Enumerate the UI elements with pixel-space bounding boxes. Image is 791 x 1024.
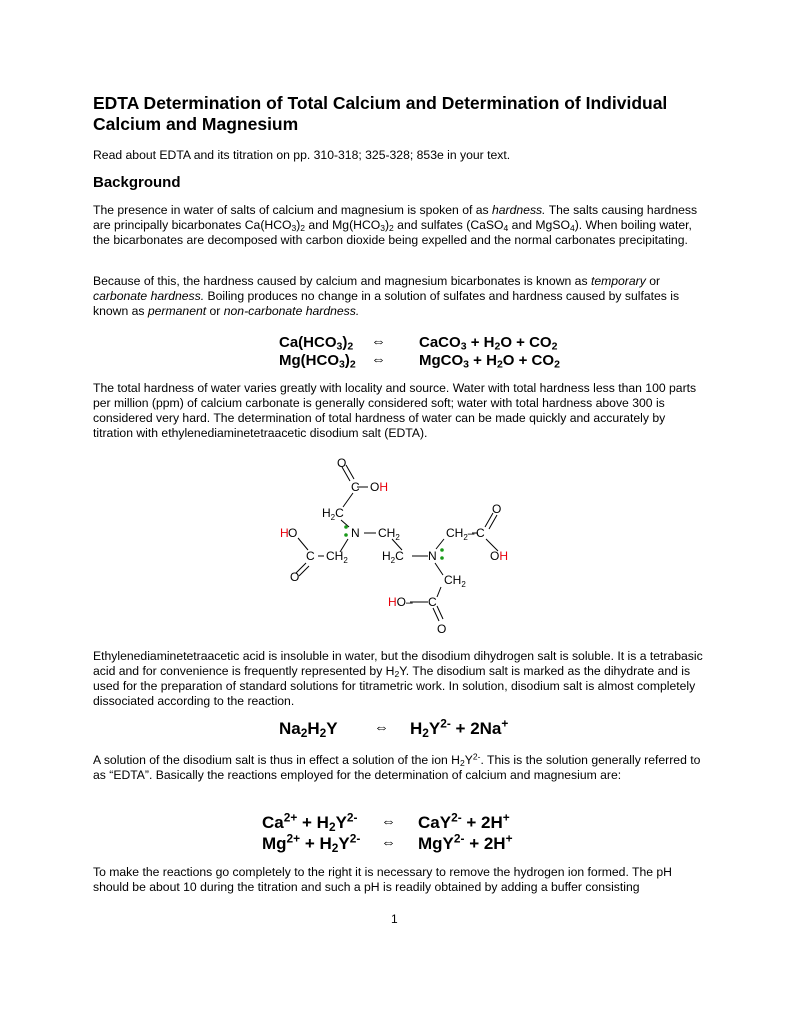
equation-magnesium-right: MgY$^{2-}$ + 2H+	[418, 831, 513, 853]
nitrogen-atom-label: N	[428, 549, 437, 563]
oxygen-atom-label: O	[437, 622, 447, 636]
methylene-label: $H_2C$	[382, 549, 404, 565]
hydroxyl-label: HO–	[388, 595, 413, 609]
equilibrium-arrow: ⇔	[371, 333, 386, 350]
document-title: EDTA Determination of Total Calcium and Determination of Individual Calcium and Magnesium	[93, 93, 668, 134]
hydroxyl-label: OH	[370, 480, 389, 494]
carbon-atom-label: C	[306, 549, 315, 563]
carbon-atom-label: C	[428, 595, 437, 609]
hydroxyl-label: O	[288, 526, 298, 540]
equation-dissociation-right: $H_2Y^{2-} + 2Na^+$	[410, 716, 509, 740]
methylene-label: $CH_2$	[444, 573, 466, 589]
equation-disodium-salt-left: $Na_2H_2Y$	[279, 719, 338, 740]
hydroxyl-label: H	[280, 526, 289, 540]
equilibrium-arrow: ⇔	[381, 813, 396, 830]
methylene-label: $CH_2$	[378, 526, 400, 542]
equation-magnesium-left: $Mg^{2+} + H_2Y^{2-}$	[262, 831, 361, 855]
section-heading: Background	[93, 174, 181, 191]
equation-ca-carbonate-right: CaCO$_3$ + $H_2O + CO_2$	[419, 334, 558, 353]
equilibrium-arrow: ⇔	[371, 351, 386, 368]
edta-structure-diagram	[260, 455, 530, 640]
intro-paragraph: Read about EDTA and its titration on pp. 310-318; 325-328; 853e in your text.	[93, 148, 511, 162]
edta-description-paragraph: Ethylenediaminetetraacetic acid is insoluble in water, but the disodium dihydrogen salt is soluble. It is a tetrabasic acid and for convenience is frequently represented by $H_2Y$. The disodium salt is marked as the dihydrate and is used for the preparation of standard solutions for titrametric work. In solution, disodium salt is almost completely dissociated according to the reaction.	[93, 649, 703, 708]
hardness-paragraph: The presence in water of salts of calcium and magnesium is spoken of as hardness. The salts causing hardness are principally bicarbonates $Ca(HCO_3)_2$ and $Mg(HCO_3)_2$ and sulfates (CaSO$_4$ and MgSO$_4$). When boiling water, the bicarbonates are decomposed with carbon dioxide being expelled and the normal carbonates precipitating.	[93, 203, 698, 247]
equilibrium-arrow: ⇔	[381, 834, 396, 851]
oxygen-atom-label: O	[290, 570, 300, 584]
equation-mg-carbonate-right: MgCO$_3$ + $H_2O + CO_2$	[419, 352, 560, 371]
methylene-label: $H_2C$	[322, 506, 344, 522]
equilibrium-arrow: ⇔	[374, 719, 389, 736]
methylene-label: $CH_2-$	[446, 526, 475, 542]
hydroxyl-label: OH	[490, 549, 509, 563]
methylene-label: $CH_2$	[326, 549, 348, 565]
total-hardness-paragraph: The total hardness of water varies greatly with locality and source. Water with total hardness less than 100 parts per million (ppm) of calcium carbonate is generally considered soft; water with total hardness above 300 is considered very hard. The determination of total hardness of water can be made quickly and accurately by titration with ethylenediaminetetraacetic disodium salt (EDTA).	[93, 381, 697, 440]
oxygen-atom-label: O	[337, 456, 347, 470]
buffer-paragraph: To make the reactions go completely to the right it is necessary to remove the hydrogen ion formed. The pH should be about 10 during the titration and such a pH is readily obtained by adding a buffer consisting	[93, 865, 672, 894]
equation-calcium-left: $Ca^{2+} + H_2Y^{2-}$	[262, 810, 358, 834]
nitrogen-atom-label: N	[351, 526, 360, 540]
temporary-hardness-paragraph: Because of this, the hardness caused by calcium and magnesium bicarbonates is known as temporary or carbonate hardness. Boiling produces no change in a solution of sulfates and hardness caused by sulfates is known as permanent or non-carbonate hardness.	[93, 274, 680, 318]
edta-solution-paragraph: A solution of the disodium salt is thus in effect a solution of the ion $H_2Y^{2-}$. This is the solution generally referred to as “EDTA”. Basically the reactions employed for the determination of calcium and magnesium are:	[93, 751, 701, 782]
carbon-atom-label: C	[476, 526, 485, 540]
equation-calcium-right: CaY$^{2-}$ + 2H+	[418, 810, 510, 832]
carbon-atom-label: C	[351, 480, 360, 494]
equation-ca-bicarbonate-left: $Ca(HCO_3)_2$	[279, 334, 354, 353]
equation-mg-bicarbonate-left: $Mg(HCO_3)_2$	[279, 352, 356, 371]
page-number: 1	[391, 912, 398, 926]
oxygen-atom-label: O	[492, 502, 502, 516]
